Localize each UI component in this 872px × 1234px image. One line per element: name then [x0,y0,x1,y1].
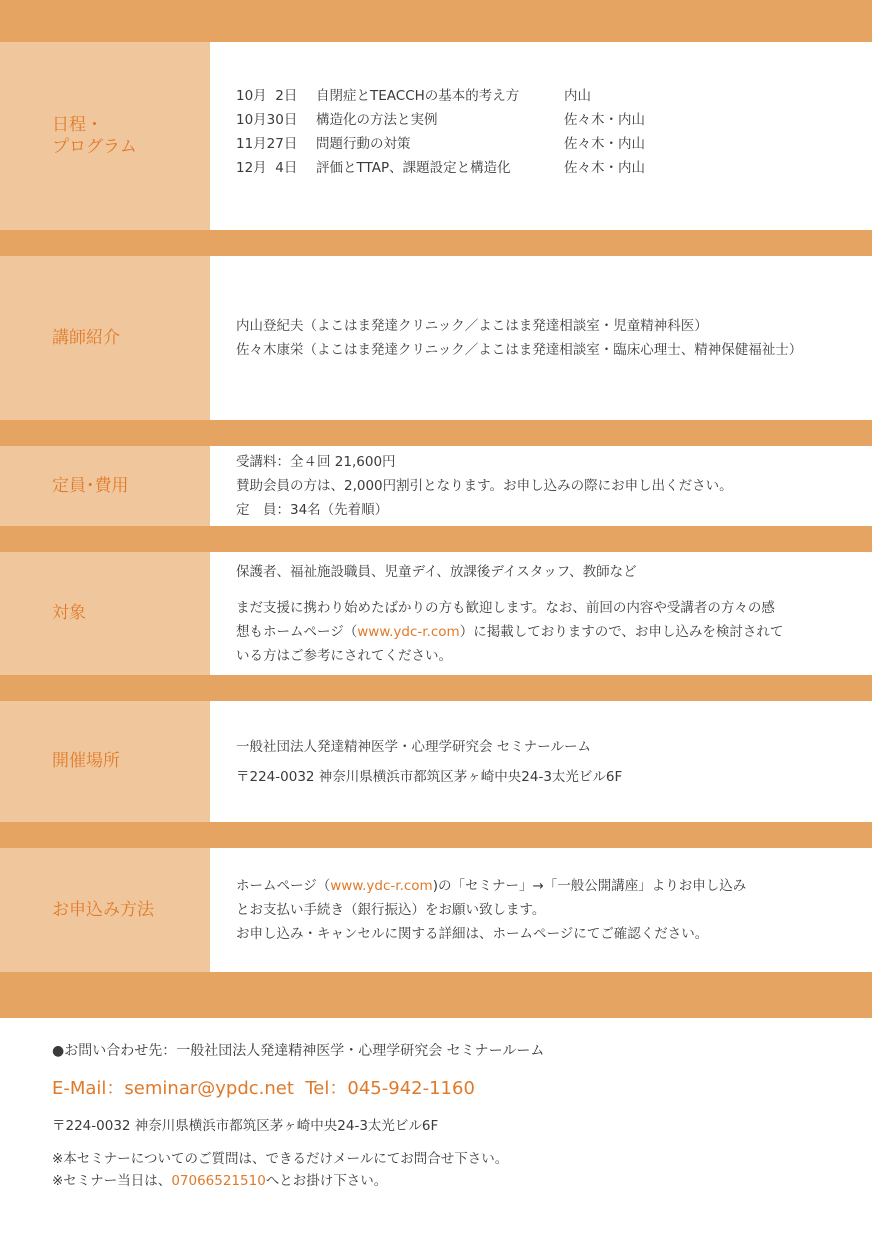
schedule-item [236,132,872,156]
schedule-label: 日程・ プログラム [0,42,210,230]
divider-band [0,0,872,42]
email-link[interactable]: E-Mail：seminar@ypdc.net [52,1078,294,1099]
fee-line: 定 員：34名（先着順） [236,502,389,518]
fees-label: 定員･費用 [0,446,210,526]
target-line: 想もホームページ（www.ydc-r.com）に掲載しておりますので、お申し込みを検討されて [236,623,784,640]
schedule-date: 10月 2日 [236,88,298,104]
divider-band [0,420,872,446]
contact-line: ●お問い合わせ先：一般社団法人発達精神医学・心理学研究会 セミナールーム [52,1043,545,1059]
schedule-lecturer: 佐々木・内山 [564,136,645,152]
schedule-list [210,42,872,230]
apply-label: お申込み方法 [0,848,210,972]
footer-note: ※セミナー当日は、07066521510へとお掛け下さい。 [52,1173,388,1189]
schedule-item [236,84,872,108]
lecturers-section [0,256,872,420]
schedule-date: 12月 4日 [236,160,298,176]
fee-line: 受講料：全４回 21,600円 [236,454,396,470]
fees-section [0,446,872,526]
email-tel-line [52,1074,852,1100]
tel-link[interactable]: Tel：045-942-1160 [305,1078,475,1099]
schedule-topic: 問題行動の対策 [316,136,411,152]
divider-band [0,526,872,552]
schedule-topic: 評価とTTAP、課題設定と構造化 [316,160,511,176]
target-line: 保護者、福祉施設職員、児童デイ、放課後デイスタッフ、教師など [236,563,637,580]
schedule-item [236,108,872,132]
schedule-section [0,42,872,230]
divider-band [0,675,872,701]
venue-text [210,701,872,822]
apply-text [210,848,872,972]
venue-address: 〒224-0032 神奈川県横浜市都筑区茅ヶ崎中央24-3太光ビル6F [236,768,623,785]
divider-band [0,972,872,1018]
apply-line: ホームページ（www.ydc-r.com)の「セミナー」→「一般公開講座」よりお申し込み [236,878,747,894]
contact-footer [52,1030,852,1192]
apply-section [0,848,872,972]
target-section [0,552,872,675]
apply-line: とお支払い手続き（銀行振込）をお願い致します。 [236,902,546,918]
schedule-topic: 構造化の方法と実例 [316,112,438,128]
venue-section [0,701,872,822]
venue-name: 一般社団法人発達精神医学・心理学研究会 セミナールーム [236,738,592,755]
divider-band [0,822,872,848]
schedule-date: 10月30日 [236,112,298,128]
footer-address: 〒224-0032 神奈川県横浜市都筑区茅ヶ崎中央24-3太光ビル6F [52,1118,439,1134]
schedule-topic: 自閉症とTEACCHの基本的考え方 [316,88,520,104]
schedule-lecturer: 佐々木・内山 [564,160,645,176]
schedule-item [236,156,872,180]
target-label: 対象 [0,552,210,675]
target-text [210,552,872,675]
lecturer-line: 佐々木康栄（よこはま発達クリニック／よこはま発達相談室・臨床心理士、精神保健福祉士） [236,342,803,358]
lecturer-line: 内山登紀夫（よこはま発達クリニック／よこはま発達相談室・児童精神科医） [236,318,708,334]
phone-link[interactable]: 07066521510 [171,1173,266,1189]
target-line: まだ支援に携わり始めたばかりの方も歓迎します。なお、前回の内容や受講者の方々の感 [236,599,775,616]
lecturers-label: 講師紹介 [0,256,210,420]
apply-line: お申し込み・キャンセルに関する詳細は、ホームページにてご確認ください。 [236,926,709,942]
schedule-lecturer: 佐々木・内山 [564,112,645,128]
schedule-date: 11月27日 [236,136,298,152]
homepage-link[interactable]: www.ydc-r.com [357,623,460,640]
target-line: いる方はご参考にされてください。 [236,647,452,664]
footer-note: ※本セミナーについてのご質問は、できるだけメールにてお問合せ下さい。 [52,1151,509,1167]
lecturers-list [210,256,872,420]
divider-band [0,230,872,256]
venue-label: 開催場所 [0,701,210,822]
schedule-lecturer: 内山 [564,88,591,104]
fees-list [210,446,872,526]
fee-line: 賛助会員の方は、2,000円割引となります。お申し込みの際にお申し出ください。 [236,478,733,494]
homepage-link[interactable]: www.ydc-r.com [330,878,433,894]
